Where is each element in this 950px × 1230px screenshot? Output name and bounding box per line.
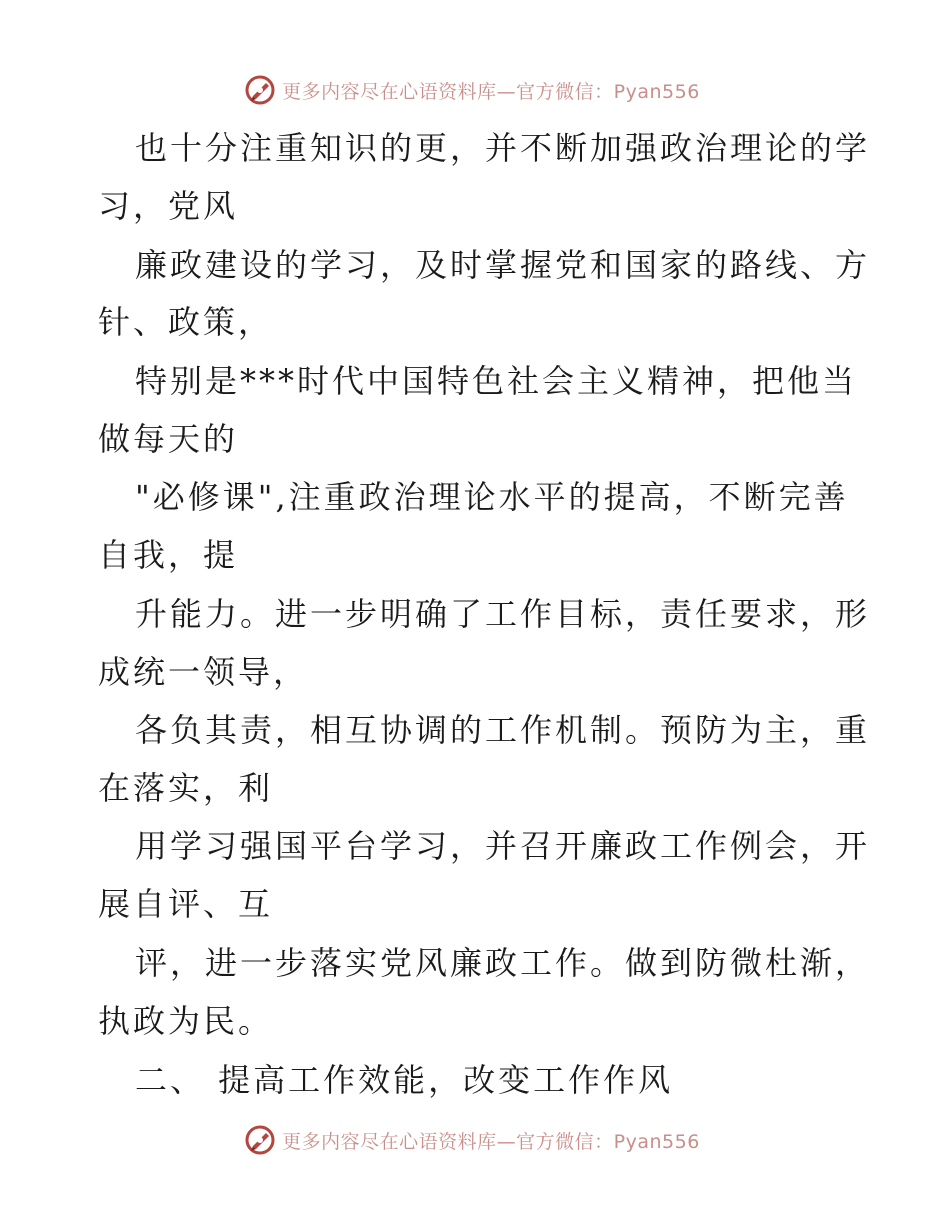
logo-icon — [244, 74, 276, 106]
footer-banner — [0, 1120, 950, 1160]
body-line: 习，党风 — [98, 187, 239, 225]
body-line: 各负其责，相互协调的工作机制。预防为主，重 — [135, 711, 871, 749]
footer-banner-text: 更多内容尽在心语资料库—官方微信：Pyan556 — [282, 1130, 700, 1153]
body-line: 在落实，利 — [98, 769, 274, 807]
body-line: 特别是***时代中国特色社会主义精神，把他当 — [135, 362, 858, 400]
body-line: 成统一领导， — [98, 653, 309, 691]
body-line: 评，进一步落实党风廉政工作。做到防微杜渐， — [135, 944, 871, 982]
body-line: 自我，提 — [98, 536, 239, 574]
body-line: 做每天的 — [98, 420, 239, 458]
section-heading: 二、 提高工作效能，改变工作作风 — [135, 1061, 674, 1099]
body-line: 用学习强国平台学习，并召开廉政工作例会，开 — [135, 827, 871, 865]
header-banner — [0, 70, 950, 110]
body-line: "必修课",注重政治理论水平的提高，不断完善 — [135, 478, 849, 516]
body-line: 升能力。进一步明确了工作目标，责任要求，形 — [135, 595, 871, 633]
body-line: 执政为民。 — [98, 1002, 274, 1040]
logo-icon — [244, 1124, 276, 1156]
body-line: 廉政建设的学习，及时掌握党和国家的路线、方 — [135, 246, 871, 284]
body-line: 展自评、互 — [98, 885, 274, 923]
body-line: 也十分注重知识的更，并不断加强政治理论的学 — [135, 129, 871, 167]
header-banner-text: 更多内容尽在心语资料库—官方微信：Pyan556 — [282, 80, 700, 103]
body-line: 针、政策， — [98, 303, 274, 341]
